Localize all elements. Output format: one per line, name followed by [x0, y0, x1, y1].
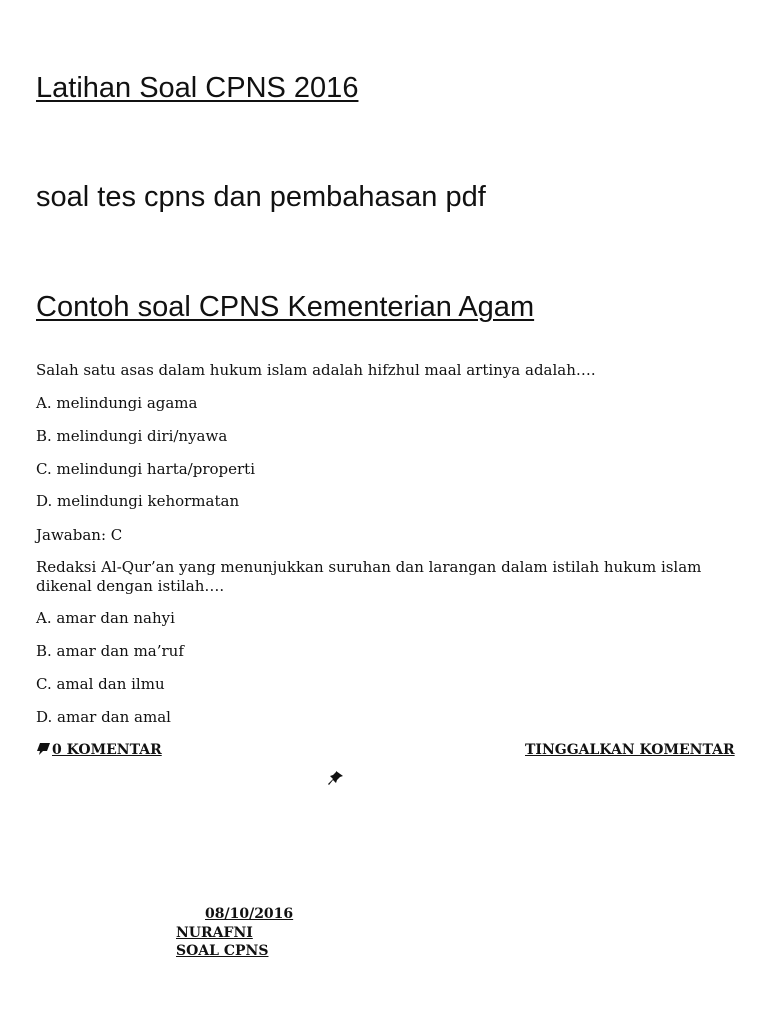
question-1-option-b: B. melindungi diri/nyawa [36, 427, 228, 445]
question-2-option-b: B. amar dan ma’ruf [36, 642, 184, 660]
question-2-option-d: D. amar dan amal [36, 708, 171, 726]
comments-count-label: 0 KOMENTAR [52, 742, 162, 758]
pin-icon [327, 770, 345, 786]
post-category-link[interactable]: SOAL CPNS [176, 943, 269, 959]
post-author-link[interactable]: NURAFNI [176, 925, 253, 941]
question-1-option-a: A. melindungi agama [36, 394, 198, 412]
post-date-link[interactable]: 08/10/2016 [205, 906, 294, 922]
comments-link[interactable] [36, 741, 162, 759]
question-1-text: Salah satu asas dalam hukum islam adalah hifzhul maal artinya adalah…. [36, 361, 596, 379]
question-1-answer: Jawaban: C [36, 526, 123, 544]
leave-comment-link[interactable]: TINGGALKAN KOMENTAR [525, 742, 735, 758]
post-title-link[interactable]: Latihan Soal CPNS 2016 [36, 72, 359, 104]
question-1-option-c: C. melindungi harta/properti [36, 460, 256, 478]
question-2-option-c: C. amal dan ilmu [36, 675, 165, 693]
question-2-option-a: A. amar dan nahyi [36, 609, 175, 627]
question-1-option-d: D. melindungi kehormatan [36, 492, 240, 510]
page-subtitle: soal tes cpns dan pembahasan pdf [36, 181, 486, 213]
comment-icon [36, 742, 52, 756]
question-2-text: Redaksi Al-Qur’an yang menunjukkan suruhan dan larangan dalam istilah hukum islam dikenal dengan istilah…. [36, 558, 702, 595]
section-title-link[interactable]: Contoh soal CPNS Kementerian Agam [36, 291, 535, 323]
